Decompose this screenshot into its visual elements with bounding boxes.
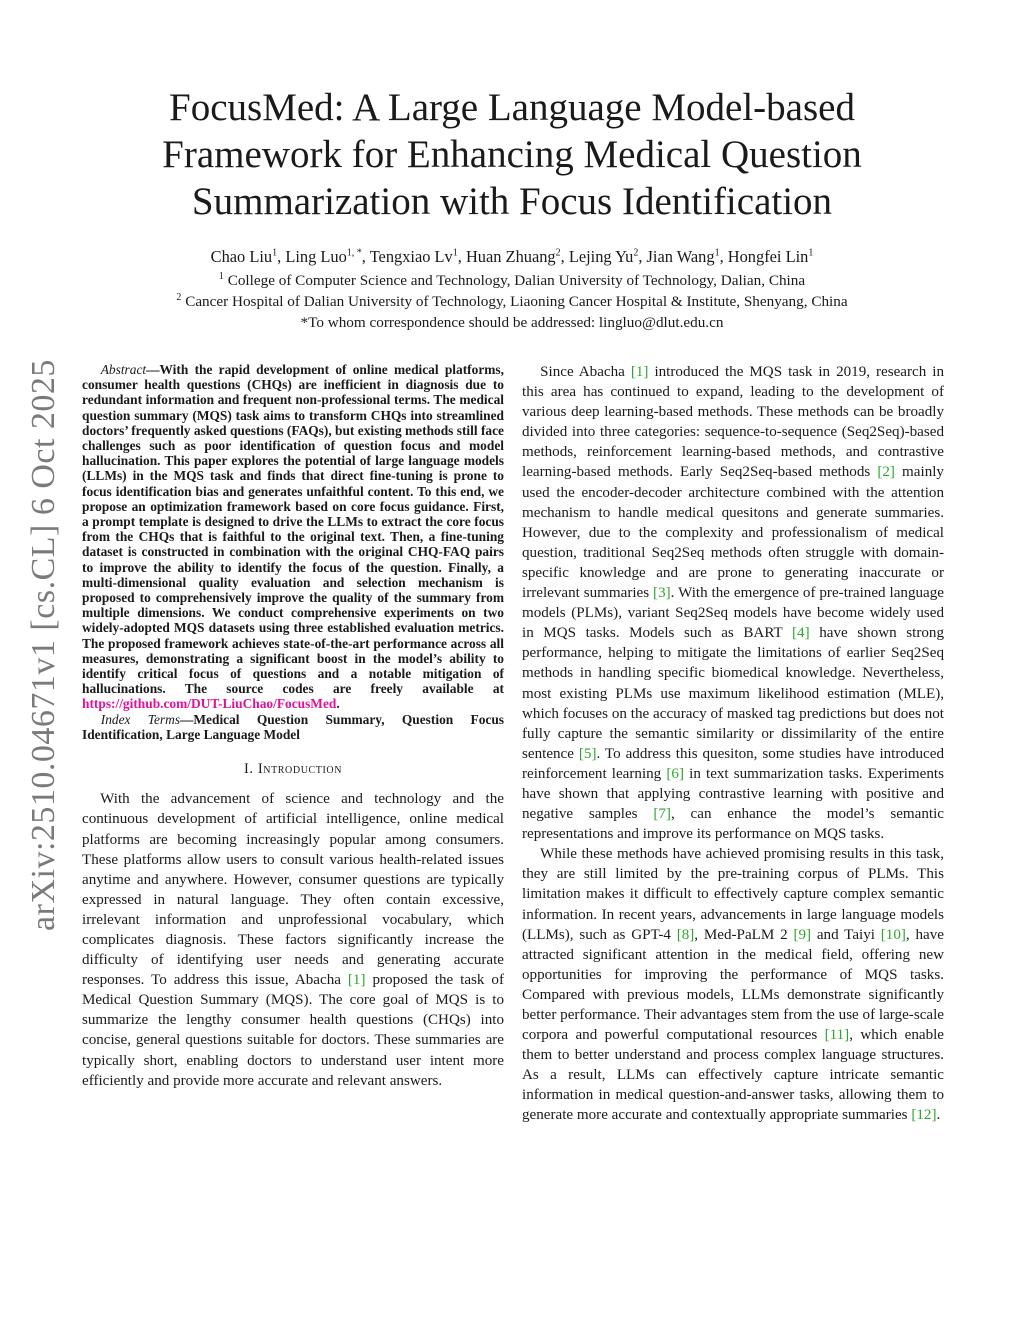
author-entry xyxy=(728,247,814,266)
intro-text: With the advancement of science and technology and the continuous development of artificial intelligence, online medical platforms are becoming increasingly popular among consumers. These platforms allow users to consult various health-related issues anytime and anywhere. However, consumer questions are typically expressed in natural language. They often contain excessive, irrelevant information and unprofessional vocabulary, which complicates diagnosis. These factors significantly increase the difficulty of identifying user needs and generating accurate responses. To address this issue, Abacha xyxy=(82,791,504,989)
index-terms-body: —Medical Question Summary, Question Focus Identification, Large Language Model xyxy=(82,711,504,743)
affiliation-1 xyxy=(90,271,934,291)
citation-link[interactable]: [3] xyxy=(653,585,671,602)
index-terms xyxy=(82,712,504,744)
body-text: Since Abacha xyxy=(540,364,631,380)
author-entry xyxy=(466,247,561,266)
body-text: introduced the MQS task in 2019, research in this area has continued to expand, leading to the development of various deep learning-based methods. These methods can be broadly divided into three categories: sequence-to-sequence (Seq2Seq)-based methods, reinforcement learning-based methods, and contrastive learning-based methods. Early Seq2Seq-based methods xyxy=(522,364,944,481)
intro-paragraph-3 xyxy=(522,844,944,1125)
intro-paragraph-1 xyxy=(82,789,504,1090)
citation-link[interactable]: [12] xyxy=(911,1107,937,1124)
citation-link[interactable]: [10] xyxy=(880,926,906,943)
author-name: Jian Wang xyxy=(646,247,715,266)
author-name: Chao Liu xyxy=(210,247,273,266)
affiliation-text: College of Computer Science and Technology, Dalian University of Technology, Dalian, China xyxy=(227,272,806,289)
citation-link[interactable]: [8] xyxy=(676,926,695,943)
citation-link[interactable]: [6] xyxy=(666,765,684,782)
affiliation-2 xyxy=(90,292,934,312)
intro-text: proposed the task of Medical Question Summary (MQS). The core goal of MQS is to summarize the lengthy consumer health questions (CHQs) into concise, general questions suitable for doctors. These summaries are typically short, enabling doctors to understand user intent more efficiently and provide more accurate and relevant answers. xyxy=(82,972,504,1089)
body-text: in text summarization tasks. Experiments have shown that applying contrastive learning with positive and negative samples xyxy=(522,765,944,823)
author-name: Huan Zhuang xyxy=(465,247,556,266)
author-affiliation-mark: 1 xyxy=(272,247,278,259)
abstract-label: Abstract xyxy=(100,362,147,377)
author-name: Tengxiao Lv xyxy=(369,247,453,266)
body-text: , can enhance the model’s semantic representations and improve its performance on MQS tasks. xyxy=(522,806,944,843)
citation-link[interactable]: [2] xyxy=(877,464,895,481)
body-text: . To address this quesiton, some studies have introduced reinforcement learning xyxy=(522,745,944,782)
citation-link[interactable]: [4] xyxy=(792,625,810,642)
citation-link[interactable]: [1] xyxy=(630,364,649,380)
index-terms-label: Index Terms xyxy=(100,711,181,727)
abstract-body: —With the rapid development of online medical platforms, consumer health questions (CHQs) are inefficient in diagnosis due to redundant information and frequent non-professional terms. The medical question summary (MQS) task aims to transform CHQs into streamlined doctors’ frequently asked questions (FAQs), but existing methods still face challenges such as poor identification of question focus and model hallucination. This paper explores the potential of large language models (LLMs) in the MQS task and finds that direct fine-tuning is prone to focus identification bias and generates unfaithful content. To this end, we propose an optimization framework based on core focus guidance. First, a prompt template is designed to drive the LLMs to extract the core focus from the CHQs that is faithful to the original text. Then, a fine-tuning dataset is constructed in combination with the original CHQ-FAQ pairs to improve the ability to identify the focus of the question. Finally, a multi-dimensional quality evaluation and selection mechanism is proposed to comprehensively improve the quality of the summary from multiple dimensions. We conduct comprehensive experiments on two widely-adopted MQS datasets using three established evaluation metrics. The proposed framework achieves state-of-the-art performance across all measures, demonstrating a significant boost in the model’s ability to identify critical focus of questions and a notable mitigation of hallucinations. The source codes are freely available at xyxy=(82,362,504,697)
author-name: Ling Luo xyxy=(285,247,347,266)
arxiv-identifier-stamp xyxy=(14,345,74,945)
abstract-end: . xyxy=(336,696,340,712)
body-text: and Taiyi xyxy=(811,926,881,943)
section-heading-introduction: I. Introduction xyxy=(243,761,343,778)
author-entry xyxy=(285,247,361,266)
citation-link[interactable]: [9] xyxy=(793,926,812,943)
body-text: , Med-PaLM 2 xyxy=(694,926,794,943)
body-text: , which enable them to better understand and process complex language structures. As a result, LLMs can effectively capture intricate semantic information in medical question-and-answer tasks, allowing them to generate more accurate and contextually appropriate summaries xyxy=(522,1027,945,1124)
source-code-link[interactable]: https://github.com/DUT-LiuChao/FocusMed xyxy=(82,696,337,712)
affiliation-text: Cancer Hospital of Dalian University of Technology, Liaoning Cancer Hospital & Institute, Shenyang, China xyxy=(185,293,848,310)
abstract xyxy=(82,362,504,712)
citation-link[interactable]: [1] xyxy=(347,972,366,989)
body-text: . xyxy=(936,1107,941,1124)
left-column xyxy=(82,362,504,1091)
right-column xyxy=(522,362,944,1126)
author-affiliation-mark: 1 xyxy=(714,247,720,259)
correspondence-note: *To whom correspondence should be addressed: lingluo@dlut.edu.cn xyxy=(300,314,724,331)
citation-link[interactable]: [7] xyxy=(653,806,671,823)
affiliation-number: 1 xyxy=(218,270,224,282)
body-text: have shown strong performance, helping to mitigate the limitations of earlier Seq2Seq methods in handling specific biomedical knowledge. Nevertheless, most existing PLMs use maximum likelihood estimation (MLE), which focuses on the accuracy of masked tag predictions but does not fully capture the semantic similarity or dissimilarity of the entire sentence xyxy=(522,625,944,762)
citation-link[interactable]: [11] xyxy=(824,1027,850,1044)
body-text: While these methods have achieved promising results in this task, they are still limited by the pre-training corpus of PLMs. This limitation makes it difficult to effectively capture complex semantic information. In recent years, advancements in large language models (LLMs), such as GPT-4 xyxy=(522,846,944,943)
paper-title: FocusMed: A Large Language Model-based Framework for Enhancing Medical Question Summarization with Focus Identification xyxy=(162,86,862,223)
body-text: . With the emergence of pre-trained language models (PLMs), variant Seq2Seq models have become widely used in MQS tasks. Models such as BART xyxy=(522,585,944,642)
author-affiliation-mark: 2 xyxy=(633,247,639,259)
author-affiliation-mark: 1 xyxy=(452,247,458,259)
author-name: Hongfei Lin xyxy=(727,247,809,266)
author-affiliation-mark: 2 xyxy=(555,247,561,259)
author-entry xyxy=(569,247,639,266)
author-list: Chao Liu$^1$, Ling Luo$^{1, *}$, Tengxiao Lv$^1$, Huan Zhuang$^2$, Lejing Yu$^2$, Jian Wang$^1$, Hongfei Lin$^1$ xyxy=(210,247,814,266)
author-entry xyxy=(370,247,458,266)
author-entry xyxy=(211,247,277,266)
author-entry xyxy=(647,247,720,266)
body-text: mainly used the encoder-decoder architecture combined with the attention mechanism to handle medical quesitons and generate summaries. However, due to the complexity and professionalism of medical question, traditional Seq2Seq methods often struggle with domain-specific knowledge and are prone to generating inaccurate or irrelevant summaries xyxy=(522,464,944,602)
body-text: , have attracted significant attention in the medical field, offering new opportunities for improving the performance of MQS tasks. Compared with previous models, LLMs demonstrate significantly better performance. Their advantages stem from the use of large-scale corpora and powerful computational resources xyxy=(522,926,944,1044)
citation-link[interactable]: [5] xyxy=(578,745,597,762)
author-name: Lejing Yu xyxy=(568,247,634,266)
affiliation-number: 2 xyxy=(176,291,182,303)
author-affiliation-mark: 1 xyxy=(808,247,814,259)
author-affiliation-mark: 1, * xyxy=(346,247,362,259)
arxiv-identifier-text: arXiv:2510.04671v1 [cs.CL] 6 Oct 2025 xyxy=(25,359,62,931)
intro-paragraph-2 xyxy=(522,362,944,844)
